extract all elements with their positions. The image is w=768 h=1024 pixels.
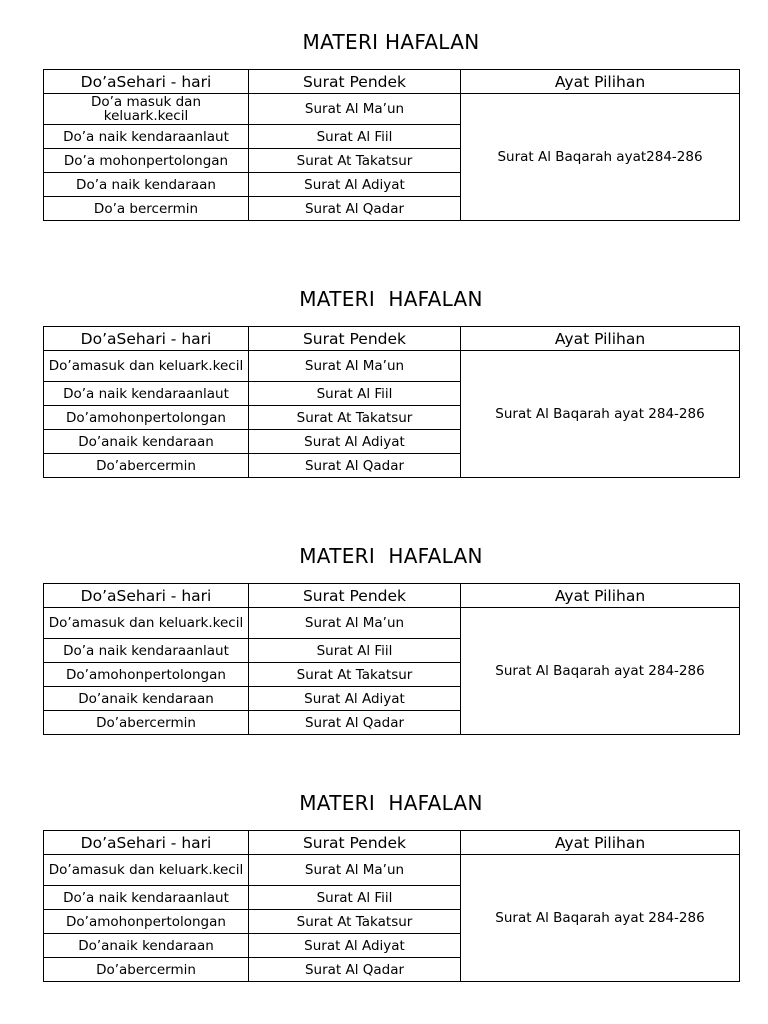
hafalan-table xyxy=(43,830,740,982)
doa-cell: Do’a bercermin xyxy=(44,197,249,221)
doa-cell: Do’amasuk dan keluark.kecil xyxy=(44,855,249,886)
doa-cell: Do’abercermin xyxy=(44,958,249,982)
doa-cell: Do’amasuk dan keluark.kecil xyxy=(44,608,249,639)
surat-cell: Surat Al Adiyat xyxy=(249,687,461,711)
section-title: MATERI HAFALAN xyxy=(299,791,483,815)
header-surat-pendek: Surat Pendek xyxy=(249,831,461,855)
ayat-cell: Surat Al Baqarah ayat 284-286 xyxy=(461,351,740,478)
surat-cell: Surat At Takatsur xyxy=(249,149,461,173)
section-title: MATERI HAFALAN xyxy=(302,30,480,54)
doa-cell: Do’abercermin xyxy=(44,711,249,735)
table-header-row xyxy=(44,327,740,351)
doa-cell: Do’a masuk dan keluark.kecil xyxy=(44,94,249,125)
surat-cell: Surat Al Adiyat xyxy=(249,430,461,454)
table-row xyxy=(44,855,740,886)
surat-cell: Surat Al Ma’un xyxy=(249,351,461,382)
doa-cell: Do’anaik kendaraan xyxy=(44,687,249,711)
surat-cell: Surat Al Adiyat xyxy=(249,934,461,958)
hafalan-table xyxy=(43,69,740,221)
header-doa: Do’aSehari - hari xyxy=(44,831,249,855)
header-ayat-pilihan: Ayat Pilihan xyxy=(461,831,740,855)
surat-cell: Surat At Takatsur xyxy=(249,663,461,687)
table-row xyxy=(44,351,740,382)
section-title: MATERI HAFALAN xyxy=(299,544,483,568)
surat-cell: Surat Al Fiil xyxy=(249,639,461,663)
surat-cell: Surat Al Qadar xyxy=(249,711,461,735)
doa-cell: Do’a naik kendaraanlaut xyxy=(44,382,249,406)
doa-cell: Do’anaik kendaraan xyxy=(44,934,249,958)
surat-cell: Surat At Takatsur xyxy=(249,910,461,934)
header-surat-pendek: Surat Pendek xyxy=(249,70,461,94)
surat-cell: Surat Al Qadar xyxy=(249,197,461,221)
header-surat-pendek: Surat Pendek xyxy=(249,584,461,608)
header-surat-pendek: Surat Pendek xyxy=(249,327,461,351)
table-header-row xyxy=(44,70,740,94)
table-header-row xyxy=(44,831,740,855)
surat-cell: Surat Al Ma’un xyxy=(249,608,461,639)
header-doa: Do’aSehari - hari xyxy=(44,327,249,351)
doa-cell: Do’amohonpertolongan xyxy=(44,663,249,687)
surat-cell: Surat Al Fiil xyxy=(249,125,461,149)
hafalan-table xyxy=(43,326,740,478)
table-row xyxy=(44,608,740,639)
doa-cell: Do’amohonpertolongan xyxy=(44,406,249,430)
header-ayat-pilihan: Ayat Pilihan xyxy=(461,584,740,608)
surat-cell: Surat Al Fiil xyxy=(249,886,461,910)
header-doa: Do’aSehari - hari xyxy=(44,70,249,94)
header-ayat-pilihan: Ayat Pilihan xyxy=(461,327,740,351)
hafalan-table xyxy=(43,583,740,735)
doa-cell: Do’a naik kendaraan xyxy=(44,173,249,197)
surat-cell: Surat Al Qadar xyxy=(249,958,461,982)
surat-cell: Surat Al Ma’un xyxy=(249,94,461,125)
doa-cell: Do’amasuk dan keluark.kecil xyxy=(44,351,249,382)
table-header-row xyxy=(44,584,740,608)
surat-cell: Surat Al Qadar xyxy=(249,454,461,478)
header-ayat-pilihan: Ayat Pilihan xyxy=(461,70,740,94)
surat-cell: Surat Al Adiyat xyxy=(249,173,461,197)
doa-cell: Do’amohonpertolongan xyxy=(44,910,249,934)
doa-cell: Do’a naik kendaraanlaut xyxy=(44,886,249,910)
doa-cell: Do’a mohonpertolongan xyxy=(44,149,249,173)
surat-cell: Surat At Takatsur xyxy=(249,406,461,430)
ayat-cell: Surat Al Baqarah ayat 284-286 xyxy=(461,608,740,735)
doa-cell: Do’a naik kendaraanlaut xyxy=(44,125,249,149)
header-doa: Do’aSehari - hari xyxy=(44,584,249,608)
doa-cell: Do’a naik kendaraanlaut xyxy=(44,639,249,663)
doa-cell: Do’abercermin xyxy=(44,454,249,478)
surat-cell: Surat Al Ma’un xyxy=(249,855,461,886)
ayat-cell: Surat Al Baqarah ayat284-286 xyxy=(461,94,740,221)
section-title: MATERI HAFALAN xyxy=(299,287,483,311)
ayat-cell: Surat Al Baqarah ayat 284-286 xyxy=(461,855,740,982)
doa-cell: Do’anaik kendaraan xyxy=(44,430,249,454)
surat-cell: Surat Al Fiil xyxy=(249,382,461,406)
table-row xyxy=(44,94,740,125)
